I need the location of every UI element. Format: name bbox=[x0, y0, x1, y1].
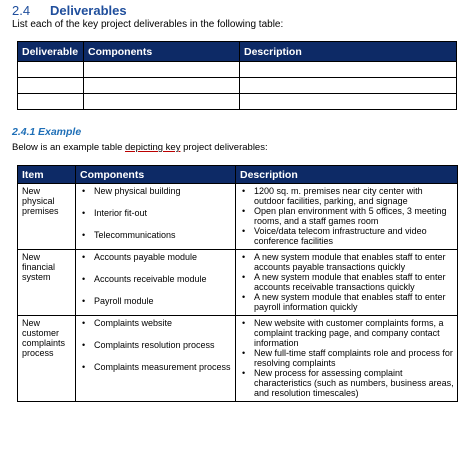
empty-cell[interactable] bbox=[18, 62, 84, 78]
table-row bbox=[18, 184, 458, 250]
component-bullet: • Complaints resolution process bbox=[78, 340, 233, 350]
table-row bbox=[18, 94, 457, 110]
table-header-row bbox=[18, 42, 457, 62]
section-title: Deliverables bbox=[50, 3, 127, 18]
component-bullet: • Payroll module bbox=[78, 296, 233, 306]
intro-text-end: project deliverables: bbox=[180, 142, 268, 153]
component-bullet: • Complaints measurement process bbox=[78, 362, 233, 372]
components-cell bbox=[76, 316, 236, 402]
item-name: New financial system bbox=[22, 252, 56, 282]
subsection-intro bbox=[12, 142, 268, 153]
section-intro: List each of the key project deliverables in the following table: bbox=[12, 19, 284, 30]
intro-text-underlined: depicting key bbox=[125, 142, 181, 153]
table-row bbox=[18, 78, 457, 94]
subsection-title: Example bbox=[38, 126, 82, 138]
column-header-description: Description bbox=[240, 42, 457, 62]
subsection-number: 2.4.1 bbox=[12, 126, 36, 138]
item-cell bbox=[18, 250, 76, 316]
description-bullet: • A new system module that enables staff to enter accounts receivable transactions quickly bbox=[238, 272, 455, 292]
empty-cell[interactable] bbox=[240, 94, 457, 110]
item-cell bbox=[18, 316, 76, 402]
empty-cell[interactable] bbox=[240, 62, 457, 78]
empty-cell[interactable] bbox=[84, 78, 240, 94]
table-row bbox=[18, 62, 457, 78]
description-bullet: • New process for assessing complaint characteristics (such as numbers, business areas, and resolution timescales) bbox=[238, 368, 455, 398]
empty-cell[interactable] bbox=[84, 94, 240, 110]
components-cell bbox=[76, 250, 236, 316]
table-header-row bbox=[18, 166, 458, 184]
column-header-components: Components bbox=[84, 42, 240, 62]
description-bullet: • A new system module that enables staff to enter accounts payable transactions quickly bbox=[238, 252, 455, 272]
component-bullet: • Complaints website bbox=[78, 318, 233, 328]
empty-cell[interactable] bbox=[18, 78, 84, 94]
component-bullet: • Accounts receivable module bbox=[78, 274, 233, 284]
description-cell bbox=[236, 250, 458, 316]
component-bullet: • Accounts payable module bbox=[78, 252, 233, 262]
column-header-description: Description bbox=[236, 166, 458, 184]
example-deliverables-table bbox=[17, 165, 458, 402]
section-heading bbox=[12, 3, 127, 18]
description-bullet: • Voice/data telecom infrastructure and video conference facilities bbox=[238, 226, 455, 246]
empty-cell[interactable] bbox=[240, 78, 457, 94]
description-cell bbox=[236, 316, 458, 402]
table-row bbox=[18, 316, 458, 402]
component-bullet: • New physical building bbox=[78, 186, 233, 196]
component-bullet: • Telecommunications bbox=[78, 230, 233, 240]
item-name: New physical premises bbox=[22, 186, 59, 216]
column-header-components: Components bbox=[76, 166, 236, 184]
deliverables-template-table bbox=[17, 41, 457, 110]
description-cell bbox=[236, 184, 458, 250]
components-cell bbox=[76, 184, 236, 250]
item-cell bbox=[18, 184, 76, 250]
description-bullet: • New full-time staff complaints role and process for resolving complaints bbox=[238, 348, 455, 368]
component-bullet: • Interior fit-out bbox=[78, 208, 233, 218]
column-header-deliverable: Deliverable bbox=[18, 42, 84, 62]
description-bullet: • New website with customer complaints forms, a complaint tracking page, and company contact information bbox=[238, 318, 455, 348]
column-header-item: Item bbox=[18, 166, 76, 184]
section-number: 2.4 bbox=[12, 3, 31, 18]
empty-cell[interactable] bbox=[84, 62, 240, 78]
description-bullet: • Open plan environment with 5 offices, 3 meeting rooms, and a staff games room bbox=[238, 206, 455, 226]
item-name: New customer complaints process bbox=[22, 318, 66, 358]
empty-cell[interactable] bbox=[18, 94, 84, 110]
table-row bbox=[18, 250, 458, 316]
description-bullet: • 1200 sq. m. premises near city center with outdoor facilities, parking, and signage bbox=[238, 186, 455, 206]
subsection-heading bbox=[12, 126, 81, 138]
description-bullet: • A new system module that enables staff to enter payroll information quickly bbox=[238, 292, 455, 312]
intro-text-start: Below is an example table bbox=[12, 142, 126, 153]
